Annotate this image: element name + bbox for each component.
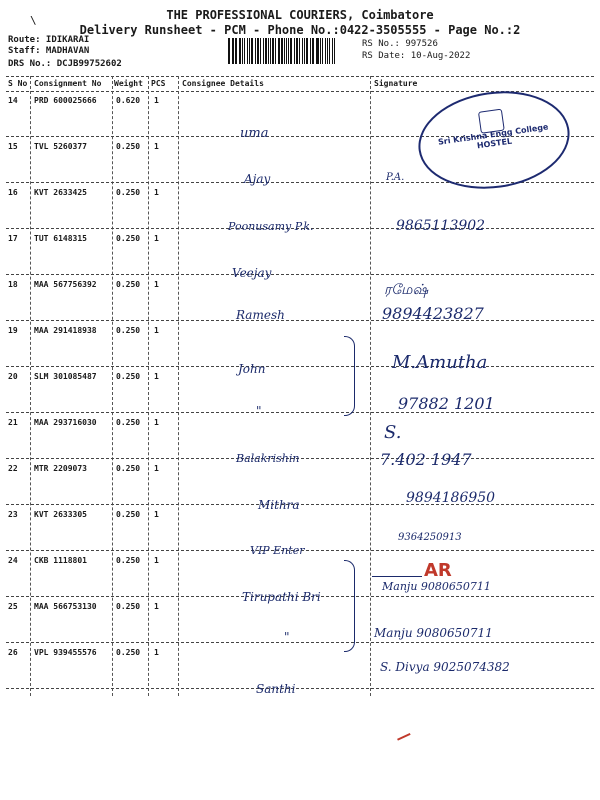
cell-pcs: 1 (154, 418, 159, 427)
col-divider (178, 76, 179, 696)
barcode-bar (270, 38, 271, 64)
barcode-bar (263, 38, 264, 64)
barcode-bar (325, 38, 326, 64)
cell-weight: 0.250 (116, 188, 141, 197)
barcode-bar (316, 38, 318, 64)
barcode-bar (239, 38, 241, 64)
handwritten-signature: S. Divya 9025074382 (380, 660, 510, 674)
barcode-bar (278, 38, 280, 64)
cell-weight: 0.250 (116, 418, 141, 427)
barcode-bar (233, 38, 234, 64)
cell-consignment-no: VPL 939455576 (34, 648, 97, 657)
cell-consignment-no: MAA 566753130 (34, 602, 97, 611)
handwritten-signature: Manju 9080650711 (382, 580, 491, 593)
handwritten-signature: Manju 9080650711 (374, 626, 493, 640)
row-separator (6, 688, 594, 689)
college-stamp (412, 82, 576, 198)
cell-pcs: 1 (154, 142, 159, 151)
cell-pcs: 1 (154, 648, 159, 657)
barcode-bar (334, 38, 335, 64)
company-title: THE PROFESSIONAL COURIERS, Coimbatore (166, 8, 434, 22)
cell-sno: 26 (8, 648, 18, 657)
cell-sno: 22 (8, 464, 18, 473)
barcode-bar (272, 38, 274, 64)
runsheet-title: Delivery Runsheet - PCM - Phone No.:0422-3505555 - Page No.:2 (79, 23, 521, 37)
drs-label: DRS No.: DCJB99752602 (8, 59, 122, 69)
cell-pcs: 1 (154, 188, 159, 197)
corner-mark: \ (30, 14, 37, 27)
handwritten-signature: P.A. (386, 172, 405, 183)
row-separator (6, 366, 594, 367)
cell-consignment-no: MAA 293716030 (34, 418, 97, 427)
cell-weight: 0.250 (116, 280, 141, 289)
cell-consignment-no: PRD 600025666 (34, 96, 97, 105)
barcode-bar (244, 38, 245, 64)
barcode-bar (313, 38, 314, 64)
cell-weight: 0.250 (116, 372, 141, 381)
route-label: Route: IDIKARAI (8, 35, 90, 45)
cell-pcs: 1 (154, 280, 159, 289)
barcode-bar (299, 38, 300, 64)
cell-consignment-no: SLM 301085487 (34, 372, 97, 381)
table-header (6, 76, 594, 92)
handwritten-name: VIP Enter (250, 544, 305, 557)
cell-consignment-no: MAA 567756392 (34, 280, 97, 289)
cell-sno: 25 (8, 602, 18, 611)
cell-pcs: 1 (154, 556, 159, 565)
barcode-bar (232, 38, 233, 64)
cell-weight: 0.250 (116, 602, 141, 611)
barcode-bar (260, 38, 261, 64)
handwritten-brace (344, 336, 355, 416)
barcode-bar (312, 38, 313, 64)
cell-pcs: 1 (154, 234, 159, 243)
cell-weight: 0.250 (116, 510, 141, 519)
cell-sno: 23 (8, 510, 18, 519)
barcode-bar (290, 38, 292, 64)
handwritten-signature: 7.402 1947 (380, 450, 472, 469)
cell-sno: 14 (8, 96, 18, 105)
cell-consignment-no: KVT 2633425 (34, 188, 87, 197)
cell-pcs: 1 (154, 510, 159, 519)
handwritten-name: uma (240, 126, 269, 141)
cell-consignment-no: TVL 5260377 (34, 142, 87, 151)
row-separator (6, 642, 594, 643)
col-divider (112, 76, 113, 696)
handwritten-brace (344, 560, 355, 652)
cell-pcs: 1 (154, 602, 159, 611)
handwritten-signature: S. (384, 422, 402, 443)
barcode-bar (284, 38, 285, 64)
barcode-bar (322, 38, 324, 64)
barcode-bar (288, 38, 289, 64)
barcode-bar (247, 38, 248, 64)
cell-sno: 18 (8, 280, 18, 289)
handwritten-name: Balakrishin (236, 452, 300, 465)
cell-consignment-no: MAA 291418938 (34, 326, 97, 335)
barcode (228, 38, 336, 64)
barcode-bar (304, 38, 306, 64)
col-consignment: Consignment No (34, 79, 102, 88)
barcode-bar (320, 38, 321, 64)
col-weight: Weight (114, 79, 143, 88)
handwritten-signature: 9364250913 (398, 532, 462, 543)
handwritten-name: Ajay (244, 172, 271, 186)
row-separator (6, 504, 594, 505)
barcode-bar (235, 38, 237, 64)
cell-consignment-no: CKB 1118801 (34, 556, 87, 565)
barcode-bar (327, 38, 328, 64)
cell-sno: 19 (8, 326, 18, 335)
barcode-bar (332, 38, 333, 64)
col-consignee: Consignee Details (182, 79, 264, 88)
cell-consignment-no: TUT 6148315 (34, 234, 87, 243)
staff-label: Staff: MADHAVAN (8, 46, 90, 56)
handwritten-arrow-icon (372, 576, 422, 577)
barcode-bar (329, 38, 331, 64)
barcode-bar (228, 38, 230, 64)
cell-pcs: 1 (154, 96, 159, 105)
annotation-ar: AR (424, 560, 452, 581)
barcode-bar (255, 38, 256, 64)
handwritten-name: Santhi (256, 682, 296, 696)
barcode-bar (257, 38, 259, 64)
cell-consignment-no: MTR 2209073 (34, 464, 87, 473)
handwritten-name: Mithra (258, 498, 300, 512)
barcode-bar (296, 38, 298, 64)
barcode-bar (249, 38, 251, 64)
cell-pcs: 1 (154, 326, 159, 335)
col-sno: S No (8, 79, 28, 88)
cell-pcs: 1 (154, 372, 159, 381)
cell-consignment-no: KVT 2633305 (34, 510, 87, 519)
barcode-bar (281, 38, 283, 64)
handwritten-name: Veejay (232, 266, 272, 280)
cell-weight: 0.250 (116, 556, 141, 565)
red-tick-icon (395, 729, 410, 740)
handwritten-name: John (238, 362, 266, 376)
col-pcs: PCS (151, 79, 166, 88)
row-separator (6, 274, 594, 275)
handwritten-name: Tirupathi Bri (242, 590, 321, 604)
barcode-bar (268, 38, 269, 64)
cell-sno: 24 (8, 556, 18, 565)
handwritten-name: " (284, 630, 290, 644)
col-divider (370, 76, 371, 696)
cell-weight: 0.250 (116, 464, 141, 473)
handwritten-signature: 9865113902 (396, 218, 486, 234)
stamp-text: Sri Krishna Engg College HOSTEL (437, 122, 549, 151)
handwritten-signature: 9894423827 (382, 304, 484, 323)
cell-weight: 0.250 (116, 142, 141, 151)
col-divider (148, 76, 149, 696)
cell-weight: 0.250 (116, 326, 141, 335)
cell-weight: 0.620 (116, 96, 141, 105)
barcode-bar (242, 38, 243, 64)
col-signature: Signature (374, 79, 418, 88)
handwritten-name: " (256, 404, 262, 418)
cell-sno: 15 (8, 142, 18, 151)
barcode-bar (286, 38, 287, 64)
rs-number: RS No.: 997526 (362, 39, 438, 49)
rs-date: RS Date: 10-Aug-2022 (362, 51, 471, 61)
handwritten-signature: M.Amutha (392, 352, 488, 373)
cell-weight: 0.250 (116, 648, 141, 657)
cell-sno: 20 (8, 372, 18, 381)
barcode-bar (294, 38, 295, 64)
handwritten-signature: 97882 1201 (398, 394, 495, 413)
barcode-bar (265, 38, 267, 64)
cell-pcs: 1 (154, 464, 159, 473)
col-divider (30, 76, 31, 696)
barcode-bar (302, 38, 303, 64)
barcode-bar (310, 38, 311, 64)
row-separator (6, 320, 594, 321)
barcode-bar (306, 38, 308, 64)
barcode-bar (251, 38, 253, 64)
cell-sno: 17 (8, 234, 18, 243)
row-separator (6, 412, 594, 413)
cell-sno: 21 (8, 418, 18, 427)
cell-sno: 16 (8, 188, 18, 197)
row-separator (6, 458, 594, 459)
handwritten-signature: ரமேஷ் (384, 282, 429, 298)
handwritten-signature: 9894186950 (406, 490, 496, 506)
handwritten-name: Ramesh (236, 308, 285, 322)
cell-weight: 0.250 (116, 234, 141, 243)
handwritten-name: Poonusamy P.k. (228, 220, 314, 233)
barcode-bar (275, 38, 276, 64)
